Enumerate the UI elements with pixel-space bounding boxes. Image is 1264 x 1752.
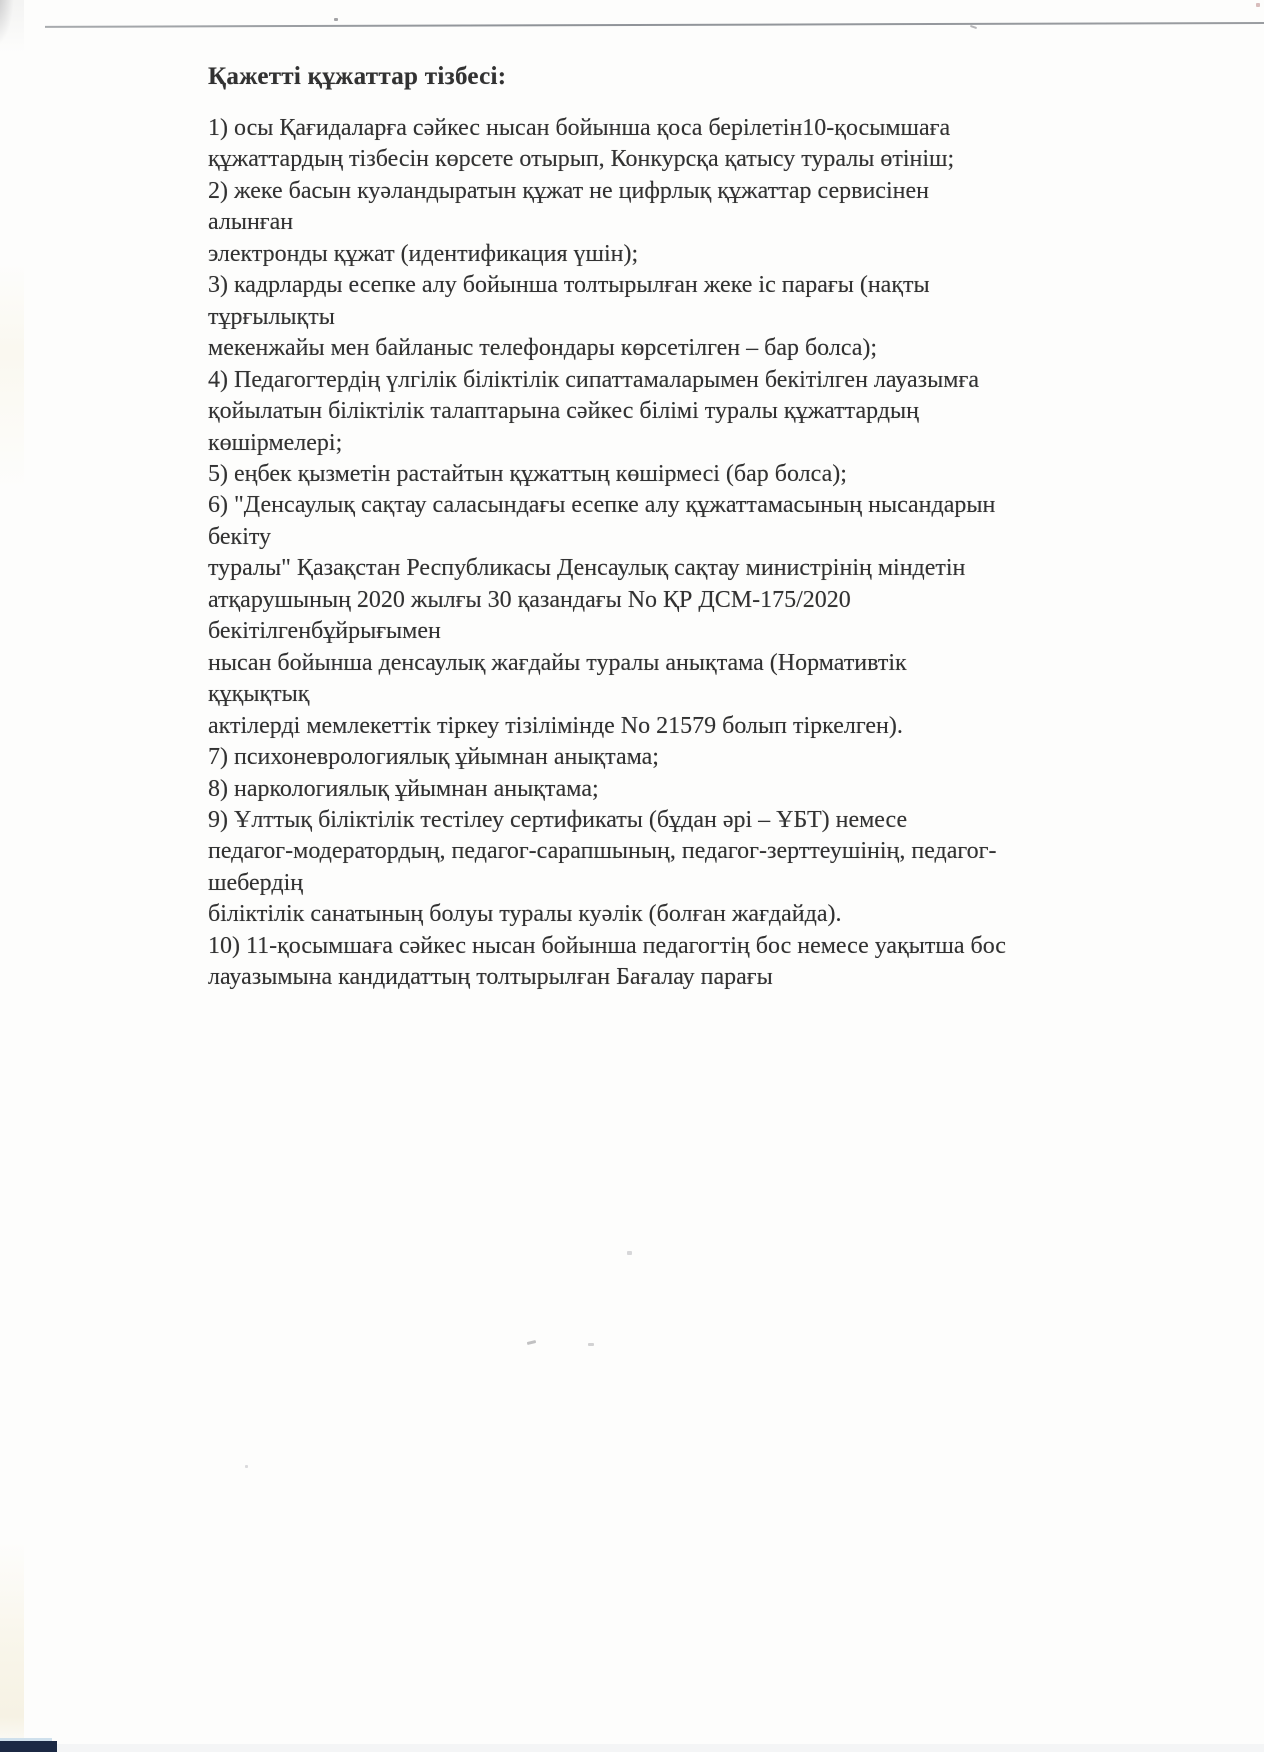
document-line: 9) Ұлттық біліктілік тестілеу сертификаты (бұдан әрі – ҰБТ) немесе xyxy=(208,806,908,833)
scan-speck xyxy=(334,18,338,21)
scan-bottom-bar xyxy=(0,1741,57,1752)
scan-edge-tint xyxy=(0,0,24,1752)
document-line: туралы" Қазақстан Республикасы Денсаулық сақтау министрінің міндетін xyxy=(208,555,966,582)
document-line: актілерді мемлекеттік тіркеу тізілімінде No 21579 болып тіркелген). xyxy=(208,712,903,739)
document-line: 1) осы Қағидаларға сәйкес нысан бойынша қоса берілетін10-қосымшаға xyxy=(208,115,951,141)
document-line: лауазымына кандидаттың толтырылған Бағалау парағы xyxy=(208,964,773,991)
document-line: тұрғылықты xyxy=(208,303,335,330)
document-line: 4) Педагогтердің үлгілік біліктілік сипаттамаларымен бекітілген лауазымға xyxy=(208,366,979,393)
document-line: электронды құжат (идентификация үшін); xyxy=(208,240,639,267)
document-line: құқықтық xyxy=(208,681,310,708)
document-body xyxy=(208,113,1208,994)
scan-speck xyxy=(1256,3,1260,7)
document-line: 5) еңбек қызметін растайтын құжаттың көшірмесі (бар болса); xyxy=(208,460,847,487)
scan-bottom-strip xyxy=(0,1744,1264,1752)
document-line: атқарушының 2020 жылғы 30 қазандағы No ҚР ДСМ-175/2020 xyxy=(208,586,851,613)
document-line: 6) "Денсаулық сақтау саласындағы есепке алу құжаттамасының нысандарын xyxy=(208,492,996,519)
scan-speck xyxy=(245,1465,248,1468)
scan-top-edge-line xyxy=(45,22,1264,28)
document-line: 3) кадрларды есепке алу бойынша толтырылған жеке іс парағы (нақты xyxy=(208,272,930,299)
scan-speck xyxy=(627,1251,632,1255)
document-line: 7) психоневрологиялық ұйымнан анықтама; xyxy=(208,744,659,771)
document-line: нысан бойынша денсаулық жағдайы туралы анықтама (Нормативтік xyxy=(208,649,907,676)
document-line: 10) 11-қосымшаға сәйкес нысан бойынша педагогтің бос немесе уақытша бос xyxy=(208,932,1006,959)
scan-speck xyxy=(970,25,977,29)
document-line: мекенжайы мен байланыс телефондары көрсетілген – бар болса); xyxy=(208,335,878,362)
scan-speck xyxy=(588,1343,594,1346)
document-line: алынған xyxy=(208,209,294,236)
scan-corner-smudge xyxy=(0,0,14,46)
document-title: Қажетті құжаттар тізбесі: xyxy=(208,63,507,90)
document-line: 2) жеке басын куәландыратын құжат не цифрлық құжаттар сервисінен xyxy=(208,177,929,204)
document-line: бекіту xyxy=(208,523,272,550)
document-line: бекітілгенбұйрығымен xyxy=(208,618,441,645)
document-line: қойылатын біліктілік талаптарына сәйкес білімі туралы құжаттардың xyxy=(208,398,919,425)
document-line: 8) наркологиялық ұйымнан анықтама; xyxy=(208,775,599,802)
scan-speck xyxy=(527,1340,536,1345)
document-line: біліктілік санатының болуы туралы куәлік (болған жағдайда). xyxy=(208,901,842,928)
document-line: құжаттардың тізбесін көрсете отырып, Конкурсқа қатысу туралы өтініш; xyxy=(208,146,955,173)
document-line: шебердің xyxy=(208,869,304,896)
document-line: педагог-модератордың, педагог-сарапшының, педагог-зерттеушінің, педагог- xyxy=(208,838,997,865)
document-line: көшірмелері; xyxy=(208,429,343,456)
